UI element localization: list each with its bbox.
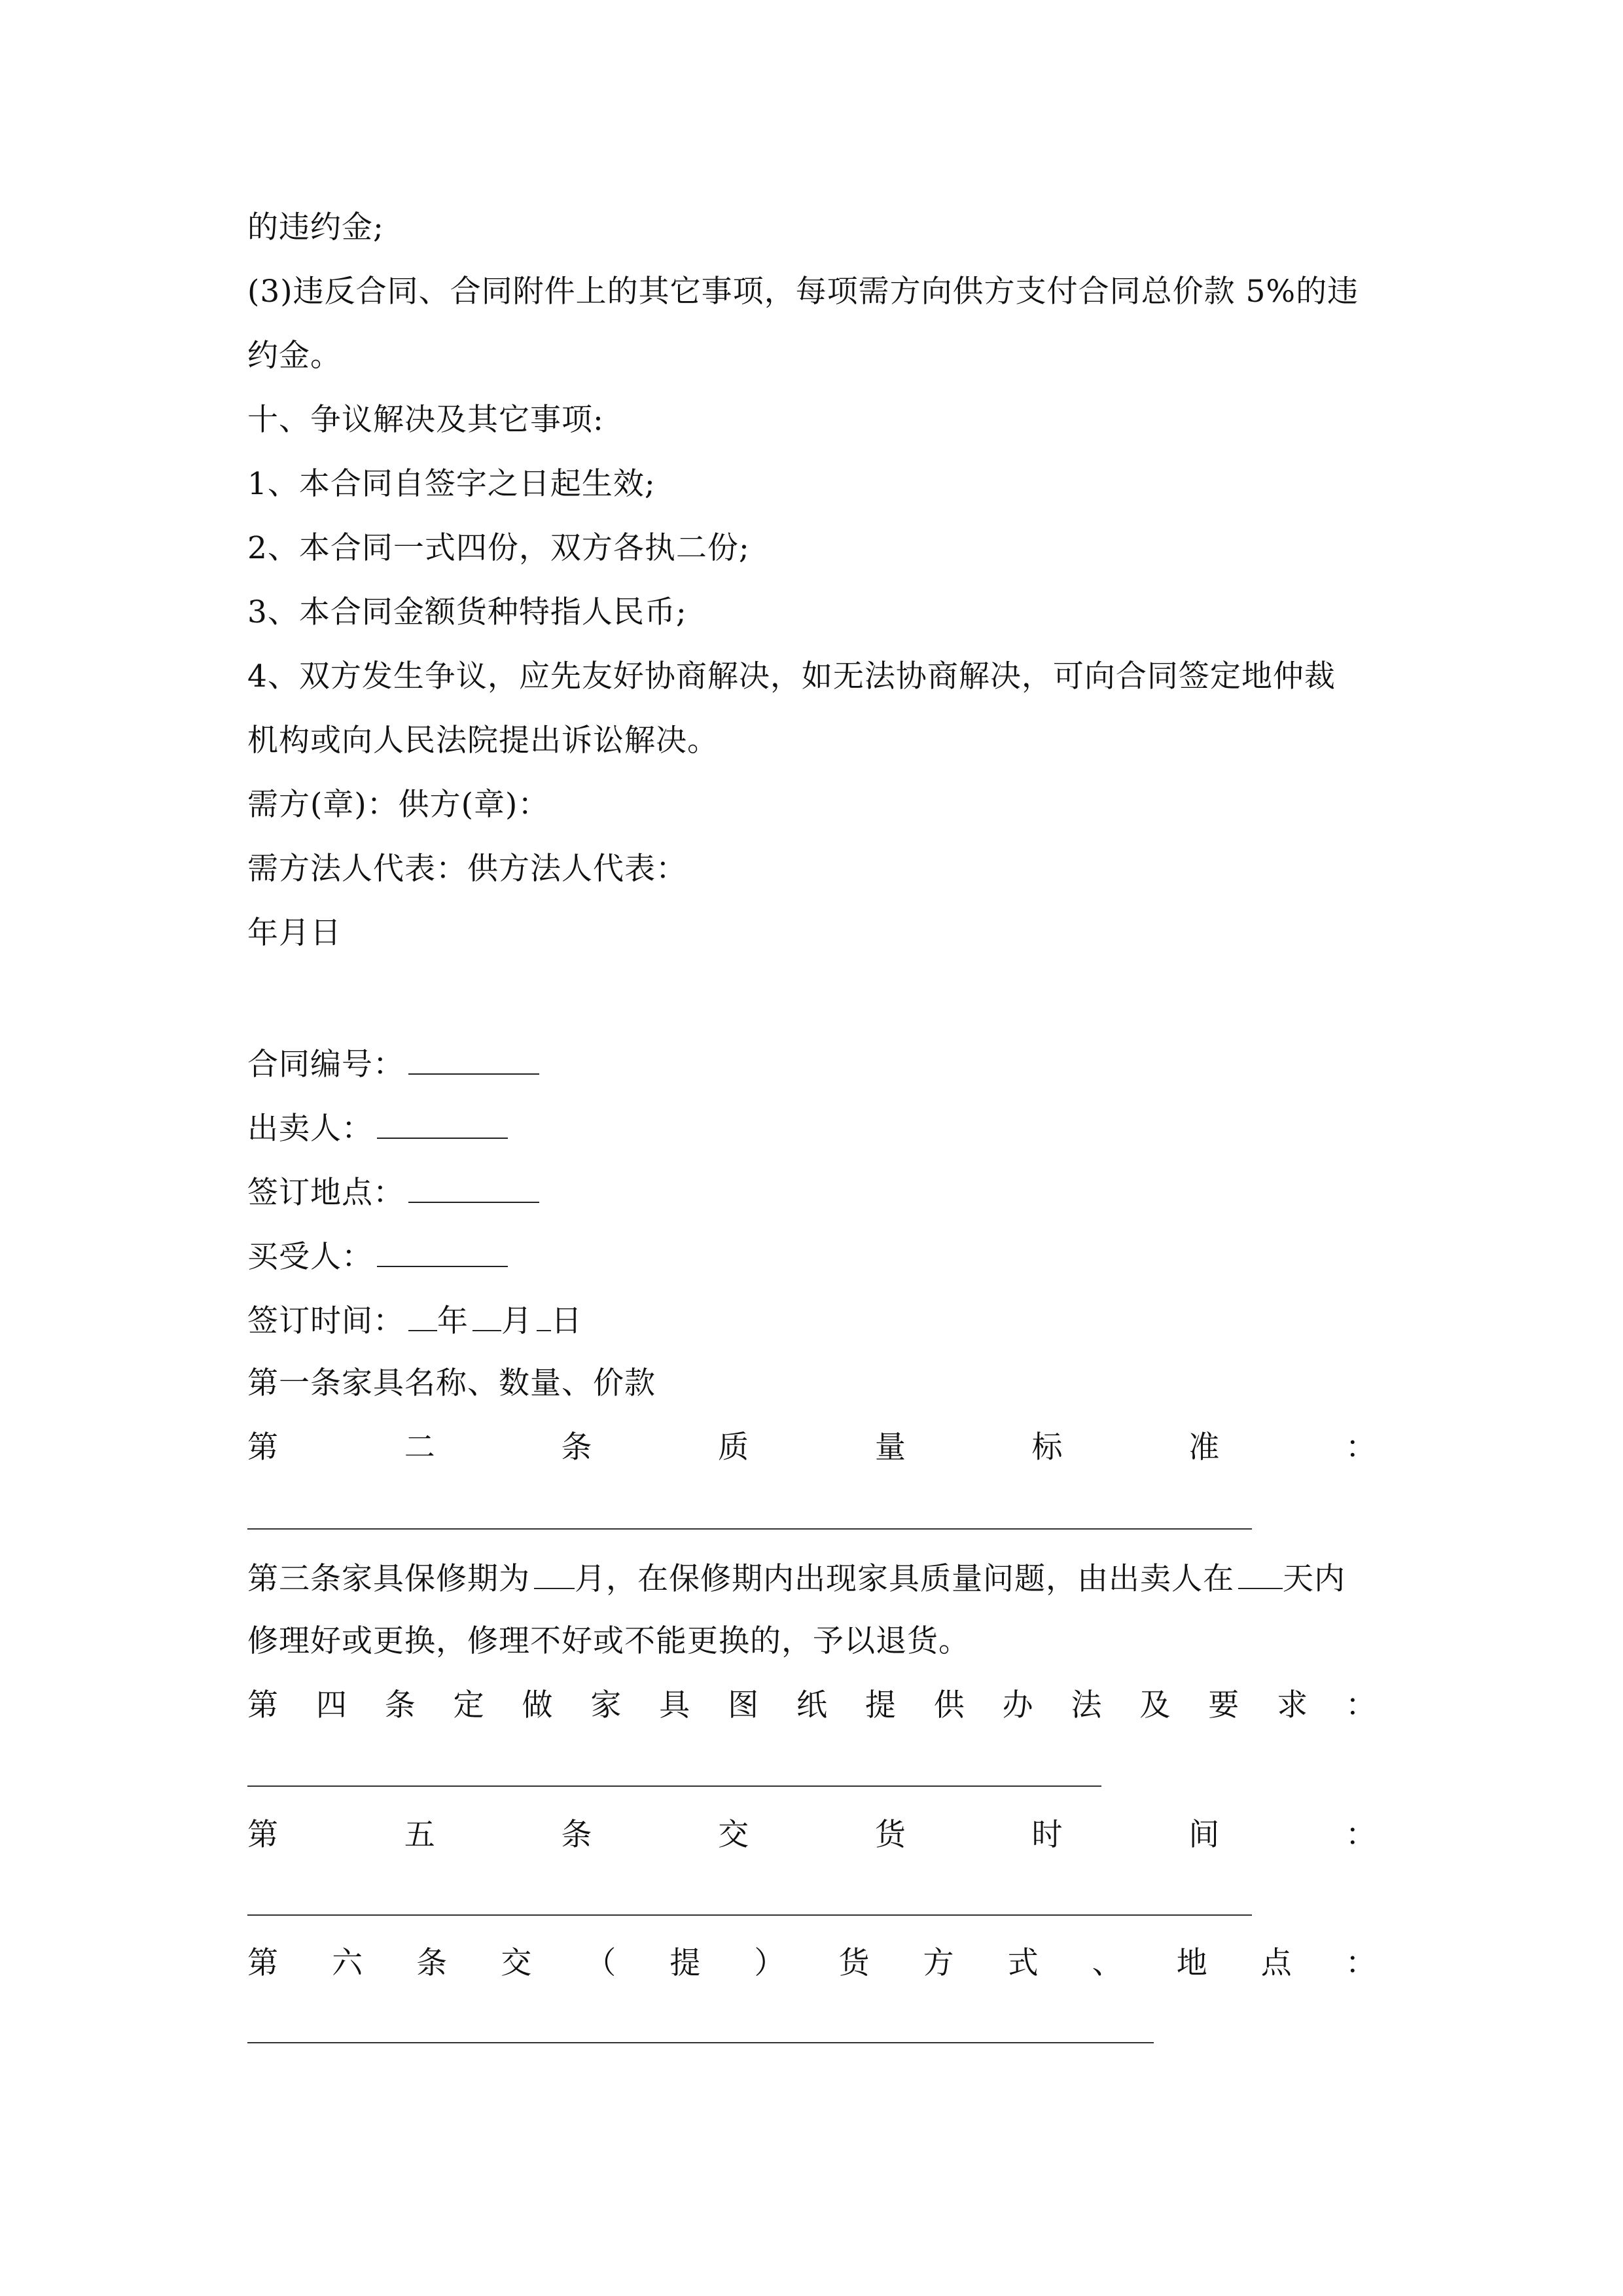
signing-time-field bbox=[247, 1300, 582, 1339]
buyer-blank[interactable] bbox=[377, 1236, 508, 1267]
char: 式 bbox=[1007, 1945, 1039, 1981]
field-label: 买受人： bbox=[247, 1239, 373, 1275]
char: 家 bbox=[590, 1687, 622, 1723]
seller-field bbox=[247, 1107, 508, 1147]
char: 提 bbox=[865, 1687, 896, 1723]
field-label: 签订地点： bbox=[247, 1175, 404, 1211]
char: 量 bbox=[874, 1429, 906, 1465]
day-blank[interactable] bbox=[537, 1300, 551, 1331]
article-6 bbox=[247, 1944, 1376, 1983]
char: 要 bbox=[1208, 1687, 1240, 1723]
char: 做 bbox=[522, 1687, 553, 1723]
char: 交 bbox=[501, 1945, 532, 1981]
text-segment: 第三条家具保修期为 bbox=[247, 1561, 530, 1597]
warranty-months-blank[interactable] bbox=[534, 1558, 575, 1589]
article-6-blank[interactable] bbox=[247, 2042, 1154, 2043]
article-4 bbox=[247, 1686, 1376, 1725]
char: ： bbox=[1345, 1945, 1376, 1981]
char: 四 bbox=[315, 1687, 347, 1723]
text-line: 的违约金; bbox=[247, 209, 384, 245]
char: 提 bbox=[669, 1945, 701, 1981]
char: 准 bbox=[1188, 1429, 1220, 1465]
char: 二 bbox=[404, 1429, 435, 1465]
field-label: 出卖人： bbox=[247, 1111, 373, 1147]
char: 交 bbox=[718, 1817, 749, 1853]
text-line: 约金。 bbox=[247, 338, 342, 374]
article-2 bbox=[247, 1428, 1376, 1467]
article-3 bbox=[247, 1558, 1346, 1597]
char: 质 bbox=[718, 1429, 749, 1465]
char: 间 bbox=[1188, 1817, 1220, 1853]
field-label: 合同编号： bbox=[247, 1047, 404, 1083]
char: 方 bbox=[923, 1945, 954, 1981]
char: 具 bbox=[659, 1687, 690, 1723]
char: 第 bbox=[247, 1687, 278, 1723]
year-blank[interactable] bbox=[408, 1300, 437, 1331]
char: 货 bbox=[874, 1817, 906, 1853]
article-2-blank[interactable] bbox=[247, 1528, 1252, 1530]
legal-representative-line: 需方法人代表：供方法人代表： bbox=[247, 851, 687, 887]
char: 地 bbox=[1176, 1945, 1207, 1981]
char: 图 bbox=[728, 1687, 759, 1723]
date-line: 年月日 bbox=[247, 915, 342, 951]
article-5-blank[interactable] bbox=[247, 1914, 1252, 1916]
char: 点 bbox=[1260, 1945, 1292, 1981]
char: 办 bbox=[1002, 1687, 1033, 1723]
signing-place-field bbox=[247, 1172, 539, 1211]
text-line: 机构或向人民法院提出诉讼解决。 bbox=[247, 723, 719, 759]
article-3-cont: 修理好或更换，修理不好或不能更换的，予以退货。 bbox=[247, 1623, 970, 1659]
signing-place-blank[interactable] bbox=[408, 1172, 539, 1203]
char: 纸 bbox=[796, 1687, 827, 1723]
text-line: (3)违反合同、合同附件上的其它事项，每项需方向供方支付合同总价款 5%的违 bbox=[247, 274, 1359, 310]
buyer-field bbox=[247, 1236, 508, 1275]
text-segment: 月，在保修期内出现家具质量问题，由出卖人在 bbox=[575, 1561, 1234, 1597]
text-line: 3、本合同金额货种特指人民币; bbox=[247, 594, 687, 630]
repair-days-blank[interactable] bbox=[1238, 1558, 1283, 1589]
char: 条 bbox=[384, 1687, 416, 1723]
contract-number-blank[interactable] bbox=[408, 1043, 539, 1075]
char: ： bbox=[1345, 1817, 1376, 1853]
char: 第 bbox=[247, 1429, 278, 1465]
field-label: 签订时间： bbox=[247, 1303, 404, 1339]
char: 条 bbox=[561, 1817, 592, 1853]
char: 、 bbox=[1092, 1945, 1123, 1981]
char: 法 bbox=[1071, 1687, 1102, 1723]
char: 标 bbox=[1031, 1429, 1063, 1465]
char: 货 bbox=[838, 1945, 870, 1981]
char: 第 bbox=[247, 1945, 278, 1981]
text-line: 1、本合同自签字之日起生效; bbox=[247, 466, 656, 502]
article-5 bbox=[247, 1816, 1376, 1855]
signature-seal-line: 需方(章)：供方(章)： bbox=[247, 787, 550, 823]
article-1: 第一条家具名称、数量、价款 bbox=[247, 1365, 656, 1401]
char: 六 bbox=[332, 1945, 363, 1981]
char: ： bbox=[1345, 1429, 1376, 1465]
char: ： bbox=[1346, 1687, 1376, 1723]
month-label: 月 bbox=[501, 1303, 533, 1339]
text-line: 4、双方发生争议，应先友好协商解决，如无法协商解决，可向合同签定地仲裁 bbox=[247, 658, 1336, 694]
char: （ bbox=[585, 1945, 616, 1981]
char: ） bbox=[754, 1945, 785, 1981]
char: 定 bbox=[453, 1687, 484, 1723]
contract-number-field bbox=[247, 1043, 539, 1083]
day-label: 日 bbox=[551, 1303, 582, 1339]
char: 条 bbox=[416, 1945, 448, 1981]
section-heading: 十、争议解决及其它事项: bbox=[247, 402, 604, 438]
char: 及 bbox=[1139, 1687, 1171, 1723]
text-line: 2、本合同一式四份，双方各执二份; bbox=[247, 530, 750, 566]
char: 第 bbox=[247, 1817, 278, 1853]
char: 求 bbox=[1277, 1687, 1308, 1723]
year-label: 年 bbox=[437, 1303, 469, 1339]
text-segment: 天内 bbox=[1283, 1561, 1346, 1597]
char: 时 bbox=[1031, 1817, 1063, 1853]
seller-blank[interactable] bbox=[377, 1107, 508, 1139]
char: 条 bbox=[561, 1429, 592, 1465]
char: 供 bbox=[933, 1687, 965, 1723]
article-4-blank[interactable] bbox=[247, 1785, 1101, 1787]
month-blank[interactable] bbox=[473, 1300, 501, 1331]
char: 五 bbox=[404, 1817, 435, 1853]
